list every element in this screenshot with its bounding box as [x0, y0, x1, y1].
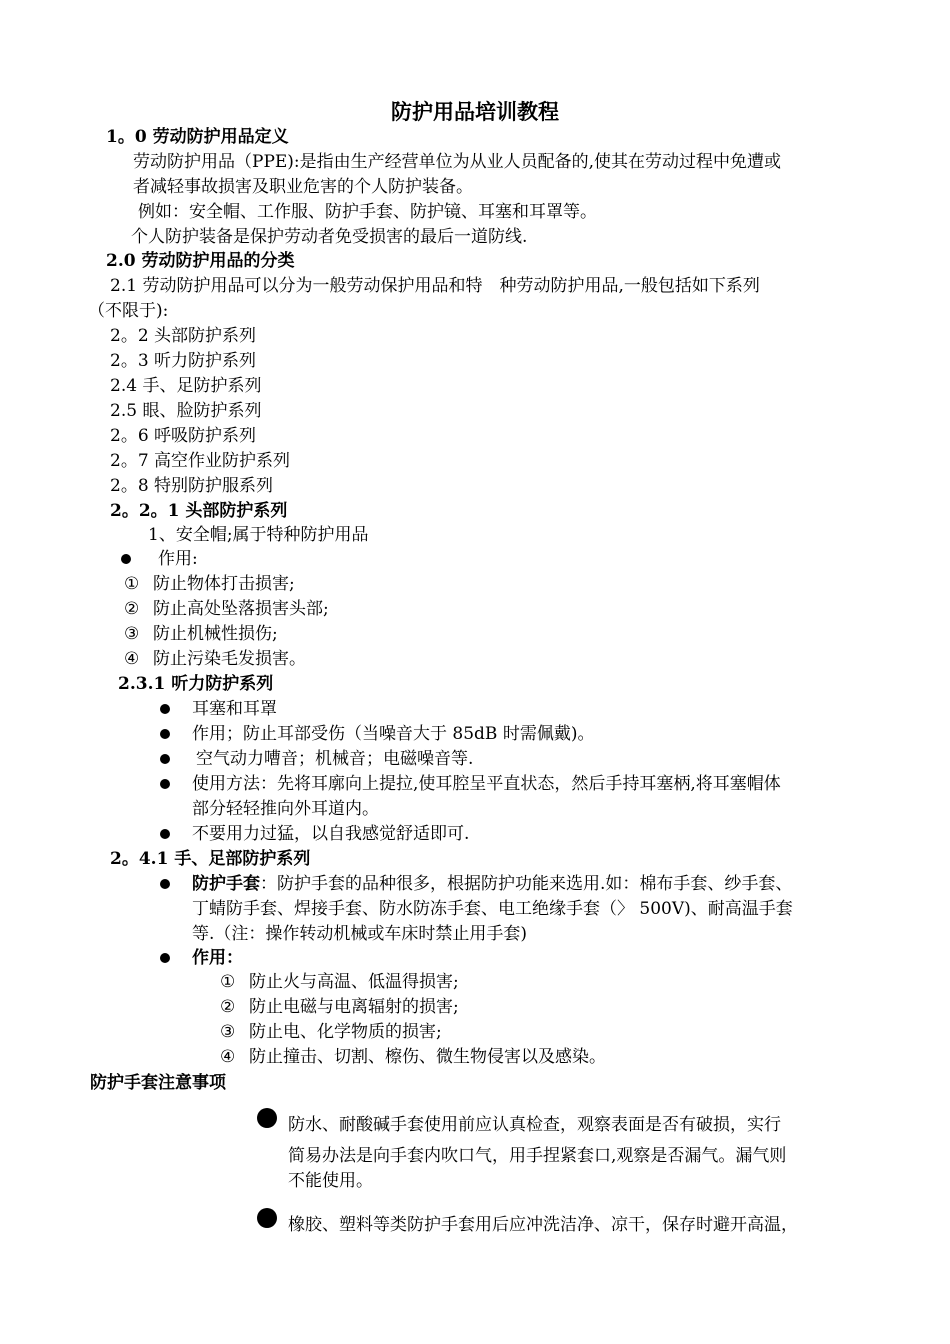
bullet-item: 作用： — [192, 948, 243, 968]
bullet-icon — [257, 1108, 277, 1128]
paragraph-line: 1、安全帽;属于特种防护用品 — [148, 525, 369, 545]
subsection-heading: 2。2。1 头部防护系列 — [110, 501, 288, 521]
list-item: 防止电磁与电离辐射的损害; — [249, 997, 459, 1017]
list-item: 2.4 手、足防护系列 — [110, 376, 262, 396]
circled-number: ④ — [220, 1047, 236, 1067]
bullet-icon — [160, 704, 170, 714]
bullet-icon — [160, 779, 170, 789]
list-item: 2。8 特别防护服系列 — [110, 476, 274, 496]
bullet-icon — [160, 729, 170, 739]
bullet-icon — [160, 829, 170, 839]
bullet-item — [192, 873, 792, 895]
list-item: 防止物体打击损害; — [153, 574, 295, 594]
note-line: 简易办法是向手套内吹口气，用手捏紧套口,观察是否漏气。漏气则 — [288, 1146, 787, 1166]
glove-label: 防护手套 — [192, 874, 260, 894]
subsection-heading: 2。4.1 手、足部防护系列 — [110, 849, 311, 869]
list-item: 防止高处坠落损害头部; — [153, 599, 329, 619]
bullet-item-continuation: 等.（注：操作转动机械或车床时禁止用手套) — [192, 924, 528, 944]
paragraph-line: 作用: — [158, 549, 198, 569]
subsection-heading: 2.3.1 听力防护系列 — [118, 674, 274, 694]
list-item: 防止机械性损伤; — [153, 624, 278, 644]
paragraph-line: 者减轻事故损害及职业危害的个人防护装备。 — [133, 177, 473, 197]
bullet-icon — [121, 554, 131, 564]
list-item: 防止火与高温、低温得损害; — [249, 972, 459, 992]
list-item: 防止撞击、切割、檫伤、微生物侵害以及感染。 — [249, 1047, 606, 1067]
list-item: 防止污染毛发损害。 — [153, 649, 306, 669]
circled-number: ① — [124, 574, 140, 594]
bullet-icon — [160, 879, 170, 889]
note-line: 不能使用。 — [288, 1171, 373, 1191]
list-item: 2。3 听力防护系列 — [110, 351, 257, 371]
circled-number: ④ — [124, 649, 140, 669]
list-item: 2。2 头部防护系列 — [110, 326, 257, 346]
circled-number: ③ — [220, 1022, 236, 1042]
bullet-item: 不要用力过猛，以自我感觉舒适即可. — [192, 824, 470, 844]
paragraph-line: 劳动防护用品（PPE):是指由生产经营单位为从业人员配备的,使其在劳动过程中免遭或 — [133, 152, 782, 172]
bullet-item-continuation: 丁蜻防手套、焊接手套、防水防冻手套、电工绝缘手套（〉 500V)、耐高温手套 — [192, 899, 793, 919]
notes-heading: 防护手套注意事项 — [90, 1073, 226, 1093]
paragraph-line: （不限于): — [88, 301, 169, 321]
bullet-icon — [160, 953, 170, 963]
bullet-item: 使用方法：先将耳廓向上提拉,使耳腔呈平直状态，然后手持耳塞柄,将耳塞帽体 — [192, 774, 781, 794]
paragraph-line: 2.1 劳动防护用品可以分为一般劳动保护用品和特 种劳动防护用品,一般包括如下系列 — [110, 276, 760, 296]
bullet-item-continuation: 部分轻轻推向外耳道内。 — [192, 799, 379, 819]
section-heading: 1。0 劳动防护用品定义 — [106, 127, 289, 147]
list-item: 2。6 呼吸防护系列 — [110, 426, 257, 446]
document-title: 防护用品培训教程 — [391, 99, 559, 124]
circled-number: ② — [124, 599, 140, 619]
paragraph-line: 个人防护装备是保护劳动者免受损害的最后一道防线. — [131, 227, 528, 247]
list-item: 2。7 高空作业防护系列 — [110, 451, 291, 471]
circled-number: ③ — [124, 624, 140, 644]
note-line: 橡胶、塑料等类防护手套用后应冲洗洁净、凉干，保存时避开高温， — [288, 1215, 798, 1235]
paragraph-line: 例如：安全帽、工作服、防护手套、防护镜、耳塞和耳罩等。 — [138, 202, 597, 222]
bullet-item: 空气动力嘈音；机械音；电磁噪音等. — [196, 749, 474, 769]
circled-number: ① — [220, 972, 236, 992]
bullet-item: 作用；防止耳部受伤（当噪音大于 85dB 时需佩戴)。 — [192, 724, 595, 744]
bullet-item: 耳塞和耳罩 — [192, 699, 277, 719]
circled-number: ② — [220, 997, 236, 1017]
bullet-icon — [257, 1208, 277, 1228]
list-item: 2.5 眼、脸防护系列 — [110, 401, 262, 421]
note-line: 防水、耐酸碱手套使用前应认真检查，观察表面是否有破损，实行 — [288, 1115, 781, 1135]
bullet-icon — [160, 754, 170, 764]
section-heading: 2.0 劳动防护用品的分类 — [106, 251, 295, 271]
list-item: 防止电、化学物质的损害; — [249, 1022, 442, 1042]
glove-text: ：防护手套的品种很多，根据防护功能来选用.如：棉布手套、纱手套、 — [260, 874, 793, 894]
